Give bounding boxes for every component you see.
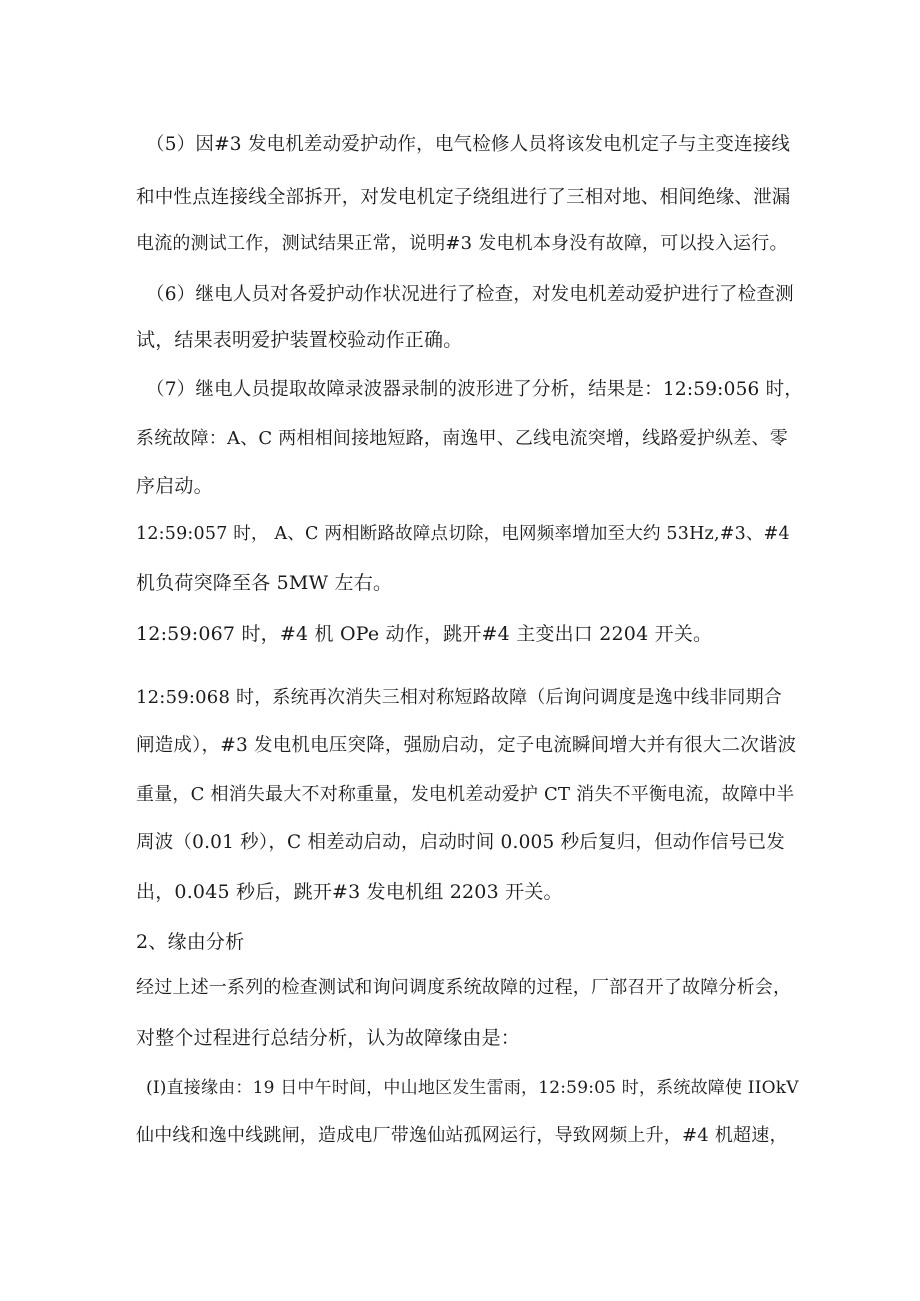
text-line: 12:59:067 时，#4 机 OPe 动作，跳开#4 主变出口 2204 开关。 [136, 623, 713, 645]
text-line: （7）继电人员提取故障录波器录制的波形进了分析，结果是：12:59:056 时， [146, 379, 804, 400]
text-line: 经过上述一系列的检查测试和询问调度系统故障的过程，厂部召开了故障分析会， [136, 977, 792, 998]
text-line: （6）继电人员对各爱护动作状况进行了检查，对发电机差动爱护进行了检查测 [146, 284, 794, 305]
text-line: 系统故障：A、C 两相相间接地短路，南逸甲、乙线电流突增，线路爱护纵差、零 [136, 428, 788, 449]
text-line: 重量，C 相消失最大不对称重量，发电机差动爱护 CT 消失不平衡电流，故障中半 [136, 784, 795, 805]
text-line: （5）因#3 发电机差动爱护动作，电气检修人员将该发电机定子与主变连接线 [146, 134, 791, 155]
text-line: 12:59:057 时， A、C 两相断路故障点切除，电网频率增加至大约 53Hz,#3、#4 [136, 524, 790, 544]
text-line: 闸造成），#3 发电机电压突降，强励启动，定子电流瞬间增大并有很大二次谐波 [136, 735, 797, 756]
text-line: 电流的测试工作，测试结果正常，说明#3 发电机本身没有故障，可以投入运行。 [136, 233, 788, 254]
text-line: 出，0.045 秒后，跳开#3 发电机组 2203 开关。 [136, 881, 563, 903]
section-heading: 2、缘由分析 [136, 931, 245, 953]
text-line: 对整个过程进行总结分析，认为故障缘由是： [136, 1027, 521, 1049]
text-line: 仙中线和逸中线跳闸，造成电厂带逸仙站孤网运行，导致网频上升，#4 机超速， [136, 1125, 788, 1146]
text-line: (I)直接缘由：19 日中午时间，中山地区发生雷雨，12:59:05 时，系统故障使 IIOkV [146, 1078, 799, 1098]
text-line: 机负荷突降至各 5MW 左右。 [136, 572, 393, 594]
text-line: 序启动。 [136, 475, 213, 497]
text-line: 周波（0.01 秒），C 相差动启动，启动时间 0.005 秒后复归，但动作信号已发 [136, 832, 785, 853]
text-line: 试，结果表明爱护装置校验动作正确。 [136, 329, 463, 351]
text-line: 12:59:068 时，系统再次消失三相对称短路故障（后询问调度是逸中线非同期合 [136, 687, 783, 708]
text-line: 和中性点连接线全部拆开，对发电机定子绕组进行了三相对地、相间绝缘、泄漏 [136, 187, 791, 208]
